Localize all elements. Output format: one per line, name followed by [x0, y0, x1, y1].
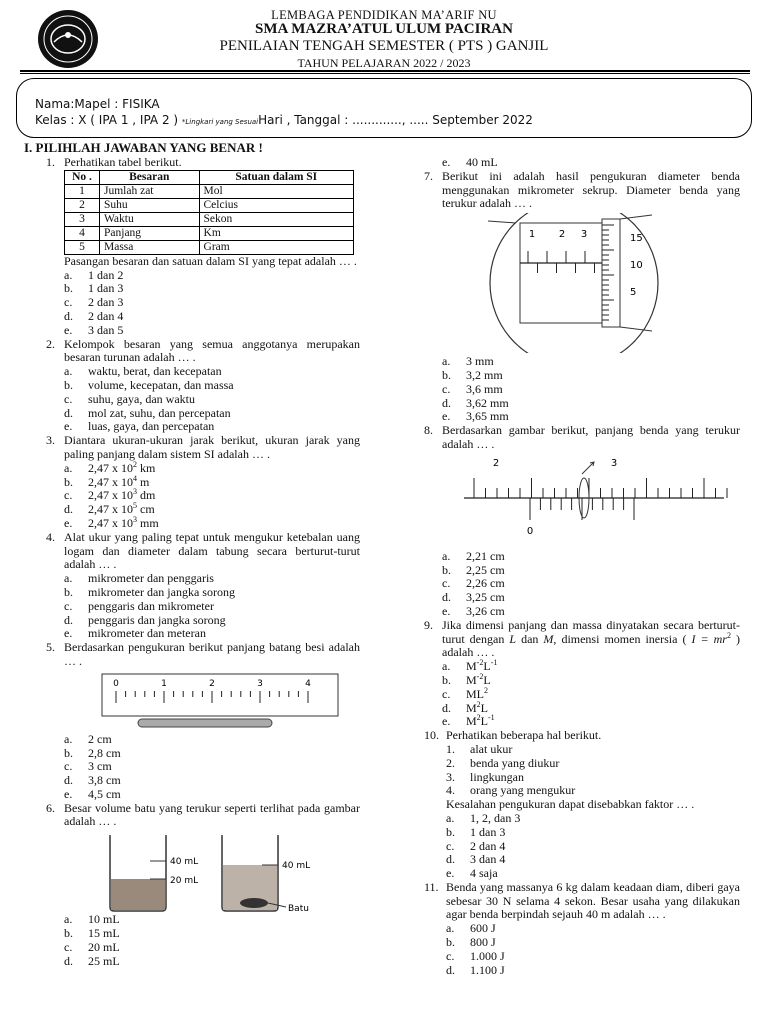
option: a. 10 mL	[64, 912, 120, 927]
question-text: Perhatikan tabel berikut.	[64, 155, 182, 169]
option: a. 1, 2, dan 3	[446, 810, 521, 825]
table-row	[65, 240, 354, 254]
option: a. 1 dan 2	[64, 267, 124, 282]
option: d. mol zat, suhu, dan percepatan	[64, 405, 231, 420]
option: c. suhu, gaya, dan waktu	[64, 391, 195, 406]
option: c. 2,26 cm	[442, 576, 505, 591]
ruler-label-0: 0	[113, 678, 119, 689]
option: c. 20 mL	[64, 939, 120, 954]
question-text: Berdasarkan pengukuran berikut panjang batang besi adalah … .	[64, 640, 360, 668]
options-q10	[424, 812, 740, 881]
option: d. 1.100 J	[446, 962, 505, 977]
option: b. $M^{-2}L$	[442, 671, 491, 687]
option: d. 3 dan 4	[446, 852, 506, 867]
option: e. 3,65 mm	[442, 409, 509, 424]
option: a. 3 mm	[442, 354, 494, 369]
options-q7	[424, 355, 740, 424]
thimble-label-10: 10	[630, 260, 643, 272]
option: b. 2,8 cm	[64, 745, 121, 760]
question-text: ) adalah … .	[442, 631, 740, 660]
iron-rod	[138, 719, 272, 727]
list-item: 4. orang yang mengukur	[446, 783, 576, 798]
option: e. 4,5 cm	[64, 786, 121, 801]
question-number: 4.	[46, 529, 55, 544]
option: a. 600 J	[446, 921, 496, 936]
caliper-label-0: 0	[526, 525, 534, 537]
option: e. 40 mL	[442, 155, 498, 169]
question-number: 1.	[46, 155, 55, 169]
option: e. 3,26 cm	[442, 603, 505, 618]
option: a. 2 cm	[64, 731, 112, 746]
option: b. 800 J	[446, 935, 496, 950]
table-cell: Suhu	[100, 198, 200, 212]
si-units-table	[64, 170, 354, 255]
inertia-formula: I = mr	[691, 631, 727, 646]
table-cell: Waktu	[100, 212, 200, 226]
option: b. 1 dan 3	[446, 824, 506, 839]
question-text: Benda yang massanya 6 kg dalam keadaan diam, diberi gaya sebesar 30 N selama 4 sekon. Besar usaha yang dilakukan agar benda berpindah sejauh 40 m adalah … .	[446, 879, 740, 922]
table-cell: Mol	[199, 184, 353, 198]
question-text: Kelompok besaran yang semua anggotanya merupakan besaran turunan adalah … .	[64, 336, 360, 365]
options-q4	[46, 572, 360, 641]
option: e. 4 saja	[446, 866, 498, 881]
header-divider-thin	[20, 73, 750, 74]
option: e. $M^2L^{-1}$	[442, 713, 495, 729]
table-cell: 1	[65, 184, 100, 198]
class-field: Kelas : X ( IPA 1 , IPA 2 )	[35, 113, 179, 127]
thimble-label-15: 15	[630, 233, 643, 245]
stone-label: Batu	[288, 904, 309, 914]
question-text: Diantara ukuran-ukuran jarak berikut, ukuran jarak yang paling panjang dalam sistem SI adalah … .	[64, 433, 360, 461]
option: b. 2,47 x $10^4$ m	[64, 473, 150, 489]
question-number: 2.	[46, 336, 55, 351]
beaker1-label-bottom: 20 mL	[170, 876, 199, 887]
right-column	[424, 156, 740, 977]
question-11	[424, 881, 740, 922]
question-5	[46, 641, 360, 669]
beaker1-label-top: 40 mL	[170, 857, 199, 868]
option: d. 3,8 cm	[64, 773, 121, 788]
question-text: Berdasarkan gambar berikut, panjang benda yang terukur adalah … .	[442, 423, 740, 451]
question-10	[424, 729, 740, 743]
class-date-line	[35, 113, 533, 127]
option: a. waktu, berat, dan kecepatan	[64, 364, 222, 379]
table-row	[65, 212, 354, 226]
header-foundation: LEMBAGA PENDIDIKAN MA’ARIF NU	[271, 8, 497, 22]
micrometer-figure	[424, 213, 740, 353]
question-text: Berikut ini adalah hasil pengukuran diameter benda menggunakan mikrometer sekrup. Diameter benda yang terukur adalah … .	[442, 168, 740, 211]
options-q6	[46, 913, 360, 968]
class-note: *Lingkari yang Sesuai	[181, 118, 259, 126]
header-academic-year: TAHUN PELAJARAN 2022 / 2023	[297, 56, 471, 70]
question-number: 10.	[424, 728, 439, 743]
options-q11	[424, 922, 740, 977]
question-text: dan	[516, 631, 544, 646]
option: b. 3,2 mm	[442, 367, 503, 382]
question-2	[46, 338, 360, 366]
option: c. penggaris dan mikrometer	[64, 598, 214, 613]
header-exam-title: PENILAIAN TENGAH SEMESTER ( PTS ) GANJIL	[219, 38, 549, 54]
micrometer-label-2: 2	[558, 229, 566, 241]
table-cell: Massa	[100, 240, 200, 254]
option: e. 3 dan 5	[64, 322, 124, 337]
table-cell: Panjang	[100, 226, 200, 240]
subject-line: Nama:Mapel : FISIKA	[35, 97, 160, 111]
measuring-cylinder-figure	[54, 831, 354, 913]
table-cell: 2	[65, 198, 100, 212]
question-text: Alat ukur yang paling tepat untuk mengukur ketebalan uang logam dan diameter dalam tabung secara berturut-turut adalah … .	[64, 529, 360, 572]
options-q3	[46, 459, 360, 531]
question-followup: Pasangan besaran dan satuan dalam SI yang tepat adalah … .	[64, 253, 357, 268]
question-number: 3.	[46, 433, 55, 448]
option: b. 2,25 cm	[442, 562, 505, 577]
symbol-m: M	[543, 631, 554, 646]
question-text: Besar volume batu yang terukur seperti terlihat pada gambar adalah … .	[64, 800, 360, 829]
option: d. 3,62 mm	[442, 395, 509, 410]
question-text: , dimensi momen inersia (	[553, 631, 692, 646]
option: b. volume, kecepatan, dan massa	[64, 377, 234, 392]
option: c. 2,47 x $10^3$ dm	[64, 487, 156, 503]
option: d. 25 mL	[64, 953, 120, 968]
ruler-label-2: 2	[209, 678, 215, 689]
factor-list	[424, 743, 740, 798]
question-followup: Kesalahan pengukuran dapat disebabkan faktor … .	[446, 797, 695, 812]
option: c. 3,6 mm	[442, 381, 503, 396]
question-number: 9.	[424, 617, 433, 632]
options-q8	[424, 550, 740, 619]
stone	[240, 898, 268, 908]
question-8	[424, 424, 740, 452]
option: d. penggaris dan jangka sorong	[64, 612, 226, 627]
option: d. 3,25 cm	[442, 590, 505, 605]
table-row	[65, 226, 354, 240]
micrometer-label-3: 3	[580, 229, 588, 241]
option: d. 2 dan 4	[64, 308, 124, 323]
beaker2-label-top: 40 mL	[282, 861, 311, 872]
question-number: 6.	[46, 800, 55, 815]
ruler-figure	[54, 671, 354, 731]
option: c. $ML^2$	[442, 685, 488, 701]
options-q6-continued	[424, 156, 740, 170]
options-q2	[46, 365, 360, 434]
table-cell: Jumlah zat	[100, 184, 200, 198]
option: c. 2 dan 4	[446, 838, 506, 853]
option: b. 15 mL	[64, 926, 120, 941]
question-text: Perhatikan beberapa hal berikut.	[446, 728, 602, 743]
option: d. 2,47 x $10^5$ cm	[64, 501, 155, 517]
section-heading: I. PILIHLAH JAWABAN YANG BENAR !	[24, 140, 263, 155]
header-school-name: SMA MAZRA’ATUL ULUM PACIRAN	[255, 21, 513, 37]
caliper-label-2: 2	[492, 457, 500, 469]
option: a. 2,21 cm	[442, 548, 505, 563]
caliper-label-3: 3	[610, 457, 618, 469]
question-number: 8.	[424, 423, 433, 438]
question-number: 7.	[424, 168, 433, 183]
table-header: No .	[65, 170, 100, 184]
option: c. 3 cm	[64, 759, 112, 774]
table-header: Satuan dalam SI	[199, 170, 353, 184]
student-id-box	[16, 78, 752, 138]
question-9: 9. Jika dimensi panjang dan massa dinyatakan secara berturut-turut dengan L dan M, dimensi momen inersia ( $I = mr^2$ ) adalah … .	[424, 617, 740, 660]
table-cell: Sekon	[199, 212, 353, 226]
table-row	[65, 198, 354, 212]
thimble-label-5: 5	[630, 287, 637, 299]
table-cell: 3	[65, 212, 100, 226]
options-q5	[46, 733, 360, 802]
option: a. 2,47 x $10^2$ km	[64, 459, 156, 475]
table-cell: 5	[65, 240, 100, 254]
option: d. $M^2L$	[442, 699, 489, 715]
table-cell: Celcius	[199, 198, 353, 212]
options-q1	[46, 269, 360, 338]
question-7	[424, 170, 740, 211]
option: b. mikrometer dan jangka sorong	[64, 584, 235, 599]
header-divider	[20, 70, 750, 72]
list-item: 2. benda yang diukur	[446, 755, 560, 770]
symbol-l: L	[509, 631, 517, 646]
option: e. 2,47 x $10^3$ mm	[64, 514, 159, 530]
table-cell: Km	[199, 226, 353, 240]
option: a. $M^{-2}L^{-1}$	[442, 658, 498, 674]
ruler-label-1: 1	[161, 678, 167, 689]
table-cell: 4	[65, 226, 100, 240]
option: b. 1 dan 3	[64, 281, 124, 296]
option: c. 2 dan 3	[64, 295, 124, 310]
left-column	[46, 156, 360, 968]
micrometer-label-1: 1	[528, 229, 536, 241]
question-text: Jika dimensi panjang dan massa dinyatakan secara berturut-turut dengan	[442, 617, 740, 646]
table-row	[65, 184, 354, 198]
option: c. 1.000 J	[446, 948, 505, 963]
option: a. mikrometer dan penggaris	[64, 571, 214, 586]
list-item: 1. alat ukur	[446, 741, 513, 756]
question-1	[46, 156, 360, 170]
question-4	[46, 531, 360, 572]
ruler-label-3: 3	[257, 678, 263, 689]
question-number: 11.	[424, 879, 439, 894]
list-item: 3. lingkungan	[446, 769, 524, 784]
caliper-figure	[424, 454, 740, 548]
options-q9	[424, 660, 740, 729]
table-cell: Gram	[199, 240, 353, 254]
question-6	[46, 802, 360, 830]
question-3	[46, 434, 360, 462]
option: e. mikrometer dan meteran	[64, 626, 206, 641]
option: e. luas, gaya, dan percepatan	[64, 419, 215, 434]
date-field: Hari , Tanggal : ............., ..... September 2022	[258, 113, 533, 127]
table-header: Besaran	[100, 170, 200, 184]
question-number: 5.	[46, 640, 55, 655]
ruler-label-4: 4	[305, 678, 311, 689]
